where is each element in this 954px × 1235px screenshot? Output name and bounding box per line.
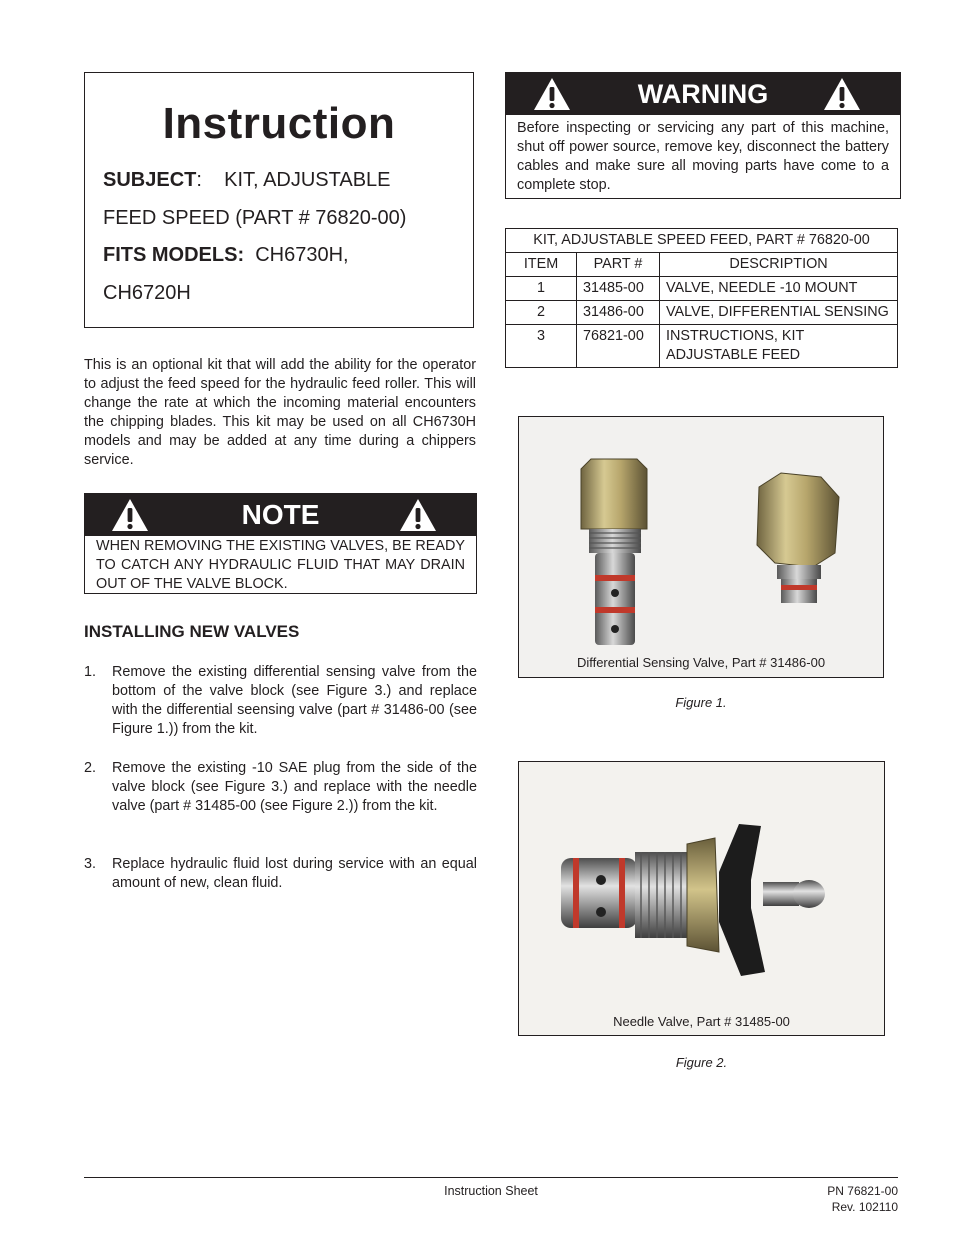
note-header	[85, 494, 476, 536]
figure-2-label: Figure 2.	[675, 1055, 728, 1070]
intro-paragraph: This is an optional kit that will add the ability for the operator to adjust the feed speed for the hydraulic feed roller. This will change the rate at which the incoming material encounters the chipping blades. This kit may be used on all CH6730H models and may be added at any time during a chippers service.	[84, 357, 476, 468]
column-header: PART #	[577, 253, 660, 277]
subject-label: SUBJECT	[103, 169, 197, 191]
step-text: Replace hydraulic fluid lost during service with an equal amount of new, clean fluid.	[112, 856, 477, 891]
step-number: 1.	[84, 664, 97, 680]
page-title: Instruction	[162, 99, 396, 148]
subject-value-1: KIT, ADJUSTABLE	[224, 169, 391, 191]
table-cell: VALVE, NEEDLE -10 MOUNT	[660, 277, 898, 301]
table-row	[506, 301, 898, 325]
fits-models-line	[103, 244, 349, 267]
section-heading: INSTALLING NEW VALVES	[84, 622, 300, 641]
part-number: PN 76821-00	[827, 1184, 898, 1198]
table-header-row	[506, 253, 898, 277]
column-header: DESCRIPTION	[660, 253, 898, 277]
footer-divider	[84, 1177, 898, 1178]
subject-line	[103, 169, 391, 192]
figure-1-label: Figure 1.	[675, 695, 727, 710]
table-cell: 3	[506, 325, 577, 368]
warning-triangle-icon	[823, 77, 861, 111]
parts-table	[505, 228, 898, 368]
table-cell: 31485-00	[577, 277, 660, 301]
table-cell: VALVE, DIFFERENTIAL SENSING	[660, 301, 898, 325]
table-cell: 2	[506, 301, 577, 325]
warning-triangle-icon	[533, 77, 571, 111]
table-cell: 31486-00	[577, 301, 660, 325]
note-text: WHEN REMOVING THE EXISTING VALVES, BE READY TO CATCH ANY HYDRAULIC FLUID THAT MAY DRAIN OUT OF THE VALVE BLOCK.	[96, 538, 465, 592]
warning-triangle-icon	[399, 498, 437, 532]
warning-text: Before inspecting or servicing any part of this machine, shut off power source, remove key, disconnect the battery cables and make sure all moving parts have come to a complete stop.	[517, 120, 889, 193]
figure-2-frame	[518, 761, 885, 1036]
footer-part-number	[760, 1183, 898, 1215]
step-text: Remove the existing -10 SAE plug from the side of the valve block (see Figure 3.) and replace with the needle valve (part # 31485-00 (see Figure 2.)) from the kit.	[112, 760, 477, 814]
fits-models-value-1: CH6730H,	[255, 244, 349, 266]
figure-1-caption: Differential Sensing Valve, Part # 31486-00	[576, 655, 826, 670]
figure-2-caption: Needle Valve, Part # 31485-00	[613, 1014, 790, 1029]
fits-models-label: FITS MODELS:	[103, 244, 245, 266]
note-heading: NOTE	[241, 499, 320, 530]
column-header: ITEM	[506, 253, 577, 277]
note-box	[84, 493, 477, 594]
table-cell: INSTRUCTIONS, KIT ADJUSTABLE FEED	[660, 325, 898, 368]
footer-title: Instruction Sheet	[444, 1184, 538, 1198]
warning-header	[506, 73, 900, 115]
title-box	[84, 72, 474, 328]
table-caption-row	[506, 229, 898, 253]
table-row	[506, 325, 898, 368]
figure-1-frame	[518, 416, 884, 678]
warning-box	[505, 72, 901, 199]
differential-sensing-valve-photo	[519, 417, 884, 678]
step-number: 2.	[84, 760, 97, 776]
table-cell: 1	[506, 277, 577, 301]
table-caption: KIT, ADJUSTABLE SPEED FEED, PART # 76820-00	[506, 229, 898, 253]
subject-colon: :	[196, 169, 202, 191]
table-cell: 76821-00	[577, 325, 660, 368]
warning-triangle-icon	[111, 498, 149, 532]
subject-value-2: FEED SPEED (PART # 76820-00)	[103, 207, 407, 229]
warning-heading: WARNING	[637, 79, 769, 109]
step-number: 3.	[84, 856, 97, 872]
needle-valve-photo	[519, 762, 885, 1036]
table-row	[506, 277, 898, 301]
step-text: Remove the existing differential sensing valve from the bottom of the valve block (see Figure 3.) and replace with the differential seensing valve (part # 31486-00 (see Figure 1.)) from the kit.	[112, 664, 477, 737]
fits-models-value-2: CH6720H	[103, 282, 191, 304]
revision: Rev. 102110	[831, 1200, 898, 1214]
